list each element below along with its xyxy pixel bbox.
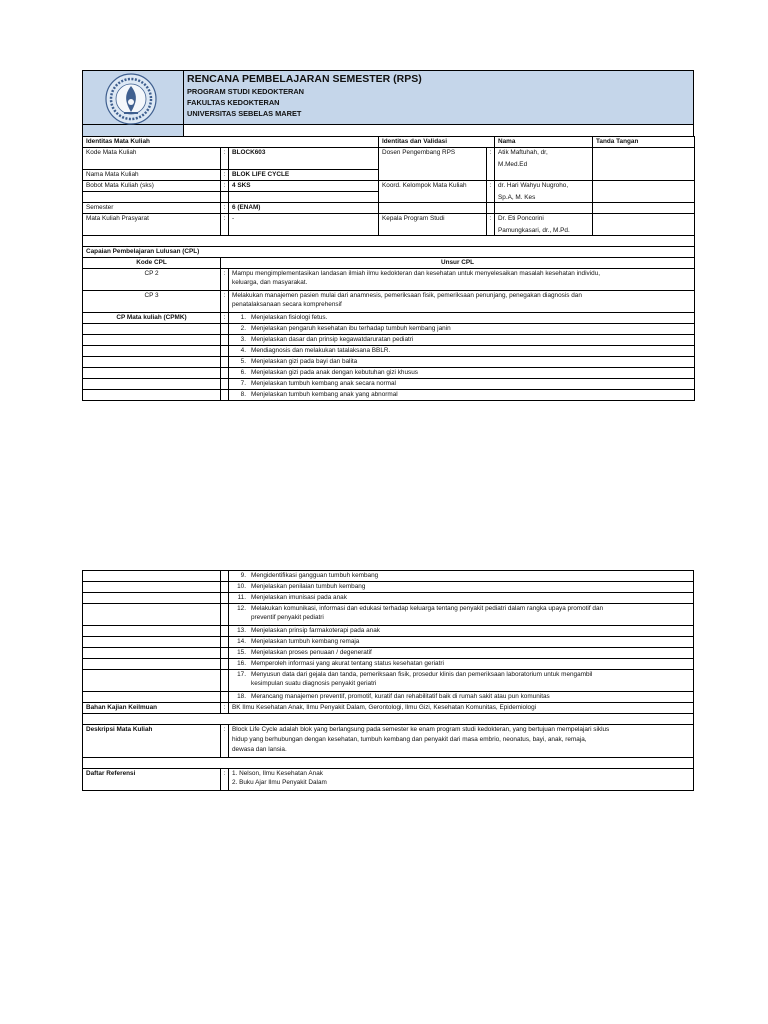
field-label: Kode Mata Kuliah xyxy=(83,148,221,170)
field-label xyxy=(83,192,221,203)
field-value: 4 SKS xyxy=(229,181,379,192)
validasi-role: Dosen Pengembang RPS xyxy=(379,148,487,181)
cpl-text: Melakukan manajemen pasien mulai dari anamnesis, pemeriksaan fisik, pemeriksaan penunjang, penegakan diagnosis dan penatalaksanaan secara komprehensif xyxy=(229,291,695,313)
cpmk-item: 7. Menjelaskan tumbuh kembang anak secara normal xyxy=(229,379,695,390)
cpmk-item: 2. Menjelaskan pengaruh kesehatan ibu terhadap tumbuh kembang janin xyxy=(229,324,695,335)
validasi-role: Kepala Program Studi xyxy=(379,214,487,236)
field-value: BLOCK603 xyxy=(229,148,379,170)
university-seal-icon xyxy=(104,72,158,126)
rps-continuation-table: 9. Mengidentifikasi gangguan tumbuh kembang 10. Menjelaskan penilaian tumbuh kembang 11. Menjelaskan imunisasi pada anak 12. Melakukan komunikasi, informasi dan edukasi terhadap keluarga tentang penyakit pediatri dalam rangka upaya promotif dan preventif penyakit pediatri 13. Menjelaskan prinsip farmakoterapi pada anak 14. Menjelaskan tumbuh kembang remaja 15. Menjelaskan proses penuaan / degeneratif 16. Memperoleh informasi yang akurat tentang status kesehatan geriatri 17. Menyusun data dari gejala dan tanda, pemeriksaan fisik, prosedur klinis dan pemeriksaan laboratorium untuk mengambil kesimpulan suatu diagnosis penyakit geriatri 18. Merancang manajemen preventif, promotif, kuratif dan rehabilitatif baik di rumah sakit atau pun komunitas Bahan Kajian Keilmuan : BK Ilmu Kesehatan Anak, Ilmu Penyakit Dalam, Gerontologi, Ilmu Gizi, Kesehatan Komunitas, Epidemiologi Deskripsi Mata Kuliah : Block Life Cycle adalah blok yang berlangsung pada semester ke enam program studi kedokteran, yang bertujuan mempelajari siklus hidup yang berhubungan dengan kesehatan, tumbuh kembang dan penyakit dari masa embrio, neonatus, bayi, anak, remaja, dewasa dan lansia. Daftar Referensi : 1. Nelson, Ilmu Kesehatan Anak 2. Buku Ajar Ilmu Penyakit Dalam xyxy=(82,570,694,791)
rps-main-table: Identitas Mata Kuliah Identitas dan Validasi Nama Tanda Tangan Kode Mata Kuliah : BLOCK603 Dosen Pengembang RPS : Atik Maftuhah, dr, M.Med.Ed Nama Mata Kuliah : BLOK LIFE CYCLE Bobot Mata Kuliah (sks) : 4 SKS Koord. Kelompok Mata Kuliah : dr. Hari Wahyu Nugroho, Sp.A, M. Kes Semester : 6 (ENAM) Mata Kuliah Prasyarat : - Kepala Program Studi : Dr. Eti Poncorini Pamungkasari, dr., M.Pd. Capaian Pembelajaran Lulusan (CPL) Kode CPL Unsur CPL CP 2 : Mampu mengimplementasikan landasan ilmiah ilmu kedokteran dan kesehatan untuk menyelesaikan masalah kesehatan individu, keluarga, dan masyarakat. CP 3 : Melakukan manajemen pasien mulai dari anamnesis, pemeriksaan fisik, pemeriksaan penunjang, penegakan diagnosis dan penatalaksanaan secara komprehensif CP Mata kuliah (CPMK) : 1. Menjelaskan fisiologi fetus. 2. Menjelaskan pengaruh kesehatan ibu terhadap tumbuh kembang janin 3. Menjelaskan dasar dan prinsip kegawatdaruratan pediatri 4. Mendiagnosis dan melakukan tatalaksana BBLR. 5. Menjelaskan gizi pada bayi dan balita 6. Menjelaskan gizi pada anak dengan kebutuhan gizi khusus 7. Menjelaskan tumbuh kembang anak secara normal 8. Menjelaskan tumbuh kembang anak yang abnormal xyxy=(82,136,695,401)
cpmk-item: 13. Menjelaskan prinsip farmakoterapi pada anak xyxy=(229,626,694,637)
bahan-value: BK Ilmu Kesehatan Anak, Ilmu Penyakit Dalam, Gerontologi, Ilmu Gizi, Kesehatan Komunitas, Epidemiologi xyxy=(229,703,694,714)
signature-cell xyxy=(593,181,695,203)
field-label: Semester xyxy=(83,203,221,214)
referensi-label: Daftar Referensi xyxy=(83,769,221,791)
cpmk-item: 18. Merancang manajemen preventif, promotif, kuratif dan rehabilitatif baik di rumah sakit atau pun komunitas xyxy=(229,692,694,703)
field-value: BLOK LIFE CYCLE xyxy=(229,170,379,181)
validasi-name: Atik Maftuhah, dr, M.Med.Ed xyxy=(495,148,593,181)
cpmk-item: 17. Menyusun data dari gejala dan tanda, pemeriksaan fisik, prosedur klinis dan pemeriksaan laboratorium untuk mengambil kesimpulan suatu diagnosis penyakit geriatri xyxy=(229,670,694,692)
cpmk-item: 15. Menjelaskan proses penuaan / degeneratif xyxy=(229,648,694,659)
spacer-row xyxy=(83,758,694,769)
cpmk-item: 14. Menjelaskan tumbuh kembang remaja xyxy=(229,637,694,648)
ttd-heading: Tanda Tangan xyxy=(593,137,695,148)
kode-cpl-heading: Kode CPL xyxy=(83,258,221,269)
signature-cell xyxy=(593,148,695,181)
cpmk-heading: CP Mata kuliah (CPMK) xyxy=(83,313,221,324)
cpl-text: Mampu mengimplementasikan landasan ilmiah ilmu kedokteran dan kesehatan untuk menyelesaikan masalah kesehatan individu, keluarga, dan masyarakat. xyxy=(229,269,695,291)
cpl-heading: Capaian Pembelajaran Lulusan (CPL) xyxy=(83,247,695,258)
cpmk-item: 6. Menjelaskan gizi pada anak dengan kebutuhan gizi khusus xyxy=(229,368,695,379)
cpmk-item: 16. Memperoleh informasi yang akurat tentang status kesehatan geriatri xyxy=(229,659,694,670)
deskripsi-label: Deskripsi Mata Kuliah xyxy=(83,725,221,758)
rps-header xyxy=(82,70,694,137)
header-spacer-right xyxy=(184,125,694,137)
cpmk-item: 1. Menjelaskan fisiologi fetus. xyxy=(229,313,695,324)
cpmk-item: 9. Mengidentifikasi gangguan tumbuh kembang xyxy=(229,571,694,582)
validasi-name: Dr. Eti Poncorini Pamungkasari, dr., M.Pd. xyxy=(495,214,593,236)
spacer-row xyxy=(83,714,694,725)
unsur-cpl-heading: Unsur CPL xyxy=(221,258,695,269)
header-spacer xyxy=(83,125,184,137)
field-label: Nama Mata Kuliah xyxy=(83,170,221,181)
referensi-item: 1. Nelson, Ilmu Kesehatan Anak xyxy=(232,770,323,777)
cpmk-item: 8. Menjelaskan tumbuh kembang anak yang abnormal xyxy=(229,390,695,401)
validasi-heading: Identitas dan Validasi xyxy=(379,137,495,148)
cpl-code: CP 3 xyxy=(83,291,221,313)
field-label: Mata Kuliah Prasyarat xyxy=(83,214,221,236)
referensi-list xyxy=(229,769,694,791)
cpmk-item: 10. Menjelaskan penilaian tumbuh kembang xyxy=(229,582,694,593)
referensi-item: 2. Buku Ajar Ilmu Penyakit Dalam xyxy=(232,779,327,786)
field-value: - xyxy=(229,214,379,236)
header-text-cell xyxy=(184,71,694,125)
header-line-faculty: FAKULTAS KEDOKTERAN xyxy=(187,98,280,107)
cpl-code: CP 2 xyxy=(83,269,221,291)
cpmk-item: 5. Menjelaskan gizi pada bayi dan balita xyxy=(229,357,695,368)
deskripsi-value: Block Life Cycle adalah blok yang berlangsung pada semester ke enam program studi kedokteran, yang bertujuan mempelajari siklus hidup yang berhubungan dengan kesehatan, tumbuh kembang dan penyakit dari masa embrio, neonatus, bayi, anak, remaja, dewasa dan lansia. xyxy=(229,725,694,758)
signature-cell xyxy=(593,214,695,236)
field-value: 6 (ENAM) xyxy=(229,203,379,214)
bahan-label: Bahan Kajian Keilmuan xyxy=(83,703,221,714)
header-line-program: PROGRAM STUDI KEDOKTERAN xyxy=(187,87,305,96)
cpmk-item: 11. Menjelaskan imunisasi pada anak xyxy=(229,593,694,604)
header-line-university: UNIVERSITAS SEBELAS MARET xyxy=(187,109,302,118)
identitas-heading: Identitas Mata Kuliah xyxy=(83,137,379,148)
spacer-row xyxy=(83,236,695,247)
nama-heading: Nama xyxy=(495,137,593,148)
field-label: Bobot Mata Kuliah (sks) xyxy=(83,181,221,192)
cpmk-item: 12. Melakukan komunikasi, informasi dan edukasi terhadap keluarga tentang penyakit pediatri dalam rangka upaya promotif dan preventif penyakit pediatri xyxy=(229,604,694,626)
validasi-role: Koord. Kelompok Mata Kuliah xyxy=(379,181,487,203)
cpmk-item: 4. Mendiagnosis dan melakukan tatalaksana BBLR. xyxy=(229,346,695,357)
validasi-name: dr. Hari Wahyu Nugroho, Sp.A, M. Kes xyxy=(495,181,593,203)
document-title: RENCANA PEMBELAJARAN SEMESTER (RPS) xyxy=(187,73,422,85)
cpmk-item: 3. Menjelaskan dasar dan prinsip kegawatdaruratan pediatri xyxy=(229,335,695,346)
